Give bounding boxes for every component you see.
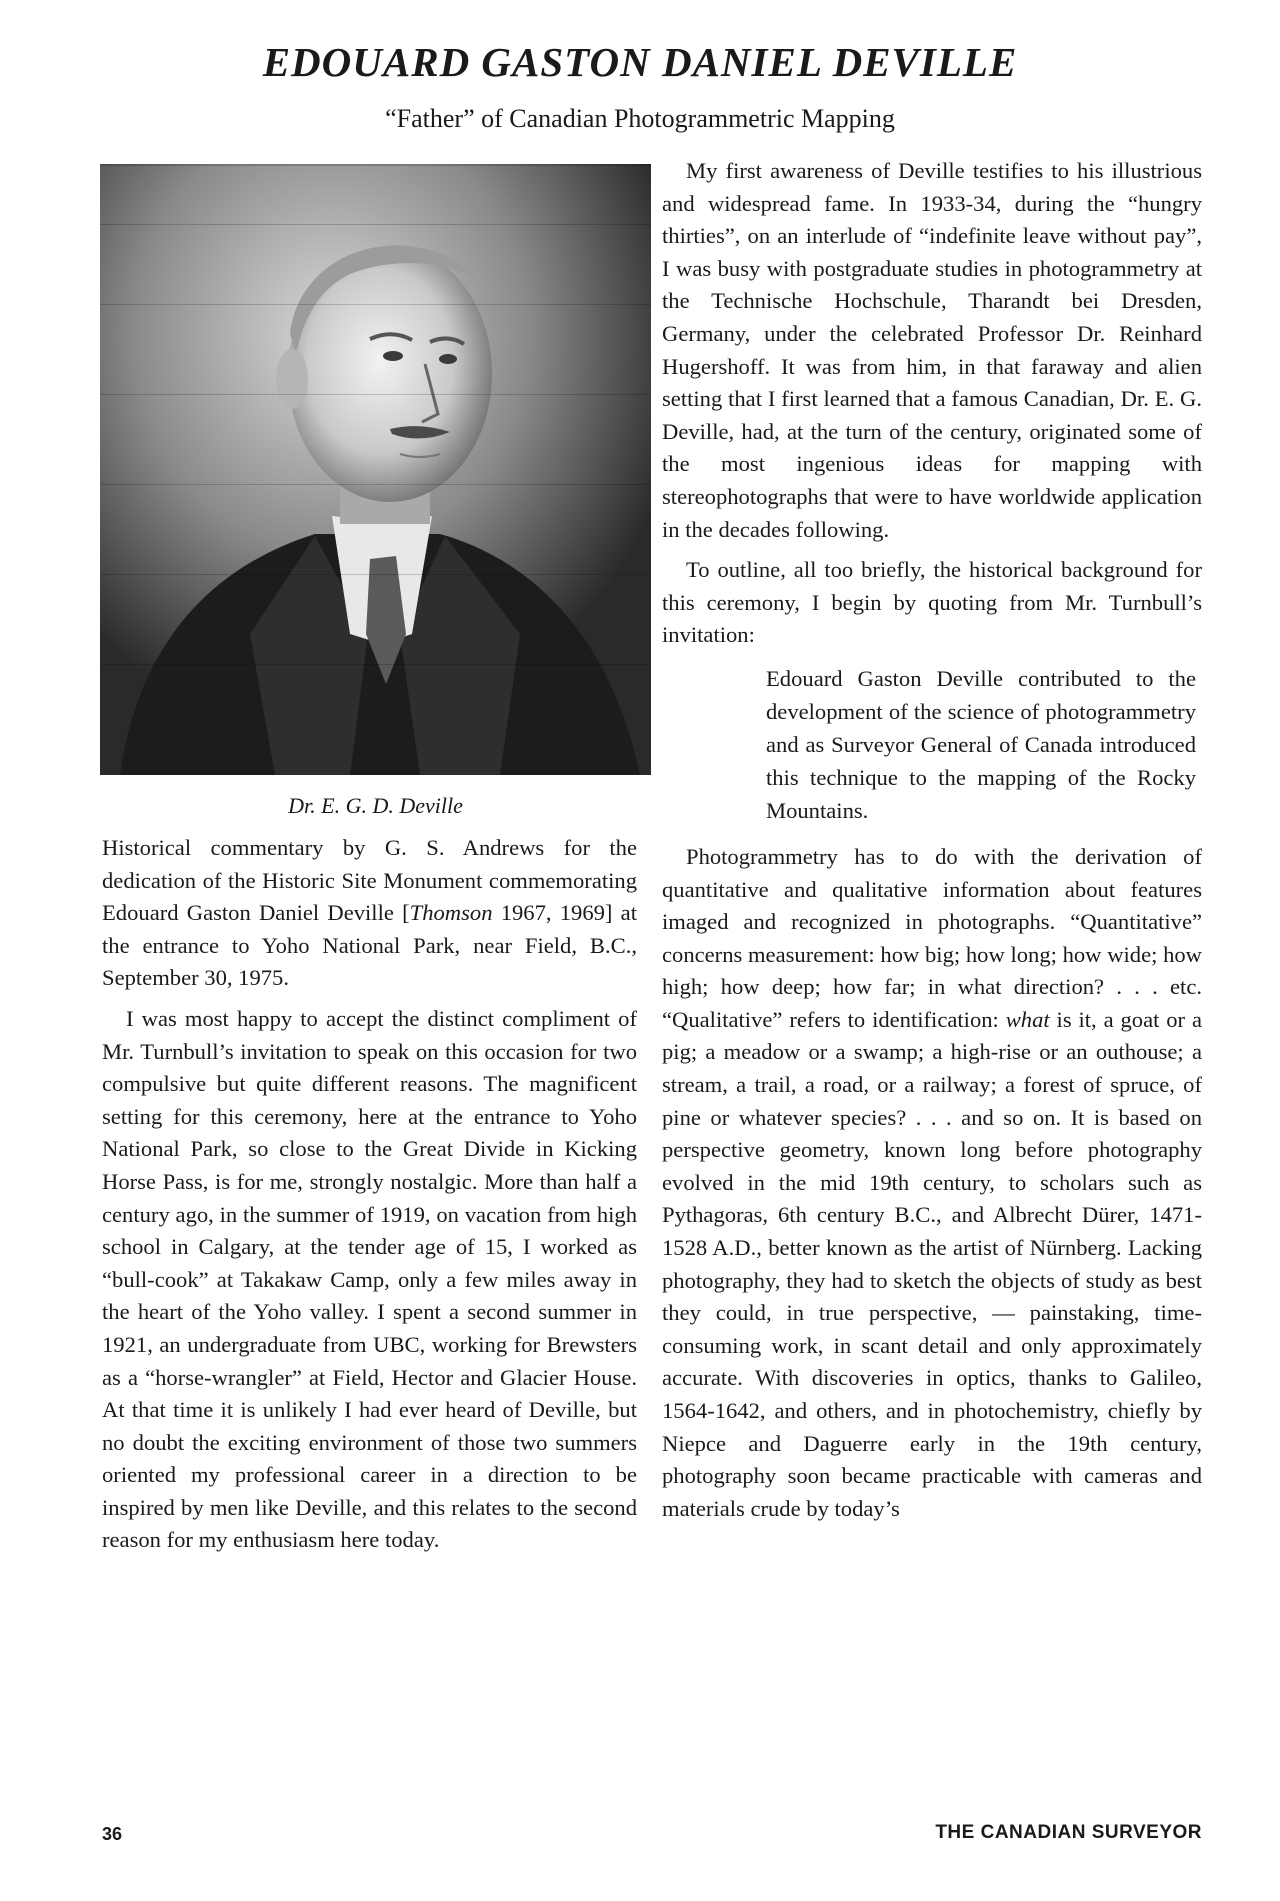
paragraph-right-1: My first awareness of Deville testifies to his illustrious and widespread fame. In 1933-34, during the “hungry thirties”, on an interlude of “indefinite leave without pay”, I was busy with postgraduate studies in photogrammetry at the Technische Hochschule, Tharandt bei Dresden, Germany, under the celebrated Professor Dr. Reinhard Hugershoff. It was from him, in that faraway and alien setting that I first learned that a famous Canadian, Dr. E. G. Deville, had, at the turn of the century, originated some of the most ingenious ideas for mapping with stereophotographs that were to have worldwide application in the decades following. <box>662 158 1202 542</box>
page-number: 36 <box>102 1824 123 1844</box>
portrait-photo <box>100 164 651 775</box>
commentary-intro: Historical commentary by G. S. Andrews for the dedication of the Historic Site Monument commemorating Edouard Gaston Daniel Deville [Thomson 1967, 1969] at the entrance to Yoho National Park, near Field, B.C., September 30, 1975. <box>102 835 637 991</box>
left-column <box>102 832 637 1565</box>
right-column <box>662 155 1202 1533</box>
article-subtitle: “Father” of Canadian Photogrammetric Mapping <box>385 104 895 133</box>
paragraph-right-3: Photogrammetry has to do with the derivation of quantitative and qualitative information about features imaged and recognized in photographs. “Quantitative” concerns measurement: how big; how long; how wide; how high; how deep; how far; in what direction? . . . etc. “Qualitative” refers to identification: what is it, a goat or a pig; a meadow or a swamp; a high-rise or an outhouse; a stream, a trail, a road, or a railway; a forest of spruce, of pine or whatever species? . . . and so on. It is based on perspective geometry, known long before photography evolved in the mid 19th century, to scholars such as Pythagoras, 6th century B.C., and Albrecht Dürer, 1471-1528 A.D., better known as the artist of Nürnberg. Lacking photography, they had to sketch the objects of study as best they could, in true perspective, — painstaking, time-consuming work, in scant detail and only approximately accurate. With discoveries in optics, thanks to Galileo, 1564-1642, and others, and in photochemistry, chiefly by Niepce and Daguerre early in the 19th century, photography soon became practicable with cameras and materials crude by today’s <box>662 843 1202 1521</box>
invitation-quote: Edouard Gaston Deville contributed to the development of the science of photogrammetry and as Surveyor General of Canada introduced this technique to the mapping of the Rocky Mountains. <box>766 665 1196 823</box>
paragraph-right-2: To outline, all too briefly, the historical background for this ceremony, I begin by quoting from Mr. Turnbull’s invitation: <box>662 557 1202 648</box>
citation-author: Thomson <box>409 900 493 926</box>
article-title: EDOUARD GASTON DANIEL DEVILLE <box>262 39 1018 85</box>
emphasis-what: what <box>1005 1006 1050 1032</box>
journal-name: THE CANADIAN SURVEYOR <box>935 1822 1202 1843</box>
photo-caption: Dr. E. G. D. Deville <box>288 793 463 818</box>
paragraph-left-1: I was most happy to accept the distinct compliment of Mr. Turnbull’s invitation to speak on this occasion for two compulsive but quite different reasons. The magnificent setting for this ceremony, here at the entrance to Yoho National Park, so close to the Great Divide in Kicking Horse Pass, is for me, strongly nostalgic. More than half a century ago, in the summer of 1919, on vacation from high school in Calgary, at the tender age of 15, I worked as “bull-cook” at Takakaw Camp, only a few miles away in the heart of the Yoho valley. I spent a second summer in 1921, an undergraduate from UBC, working for Brewsters as a “horse-wrangler” at Field, Hector and Glacier House. At that time it is unlikely I had ever heard of Deville, but no doubt the exciting environment of those two summers oriented my professional career in a direction to be inspired by men like Deville, and this relates to the second reason for my enthusiasm here today. <box>102 1005 637 1553</box>
